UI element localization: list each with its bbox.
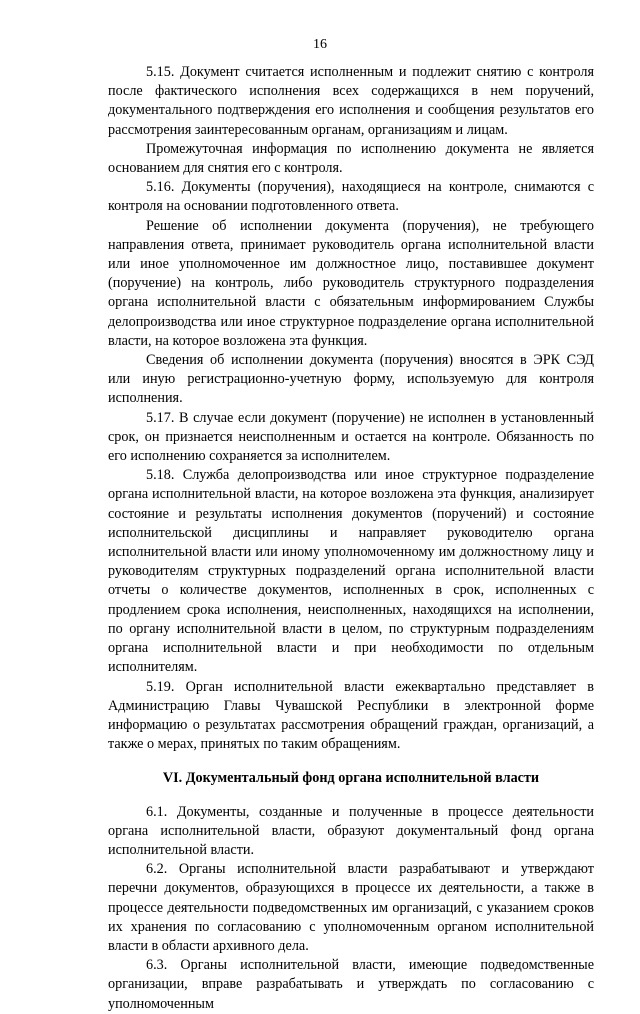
paragraph-5-16: 5.16. Документы (поручения), находящиеся на контроле, снимаются с контроля на основании подготовленного ответа. xyxy=(108,179,594,215)
paragraph-interim-info: Промежуточная информация по исполнению документа не является основанием для снятия его с контроля. xyxy=(108,140,594,177)
paragraph-6-2: 6.2. Органы исполнительной власти разрабатывают и утверждают перечни документов, образующихся в процессе их деятельности, а также в процессе деятельности подведомственных им организаций, с указанием сроков их хранения по согласованию с уполномоченным органом исполнительной власти в области архивного дела. xyxy=(108,861,594,954)
paragraph-6-3: 6.3. Органы исполнительной власти, имеющие подведомственные организации, вправе разрабатывать и утверждать по согласованию с уполномоченным xyxy=(108,957,594,1012)
paragraph-execution-records: Сведения об исполнении документа (поручения) вносятся в ЭРК СЭД или иную регистрационно-учетную форму, используемую для контроля исполнения. xyxy=(108,352,594,407)
page-number: 16 xyxy=(313,37,327,52)
document-body xyxy=(108,63,594,1014)
section-heading: VI. Документальный фонд органа исполнительной власти xyxy=(162,770,540,787)
paragraph-5-17: 5.17. В случае если документ (поручение) не исполнен в установленный срок, он признается неисполненным и остается на контроле. Обязанность по его исполнению сохраняется за исполнителем. xyxy=(108,409,594,465)
paragraph-execution-decision: Решение об исполнении документа (поручения), не требующего направления ответа, принимает руководитель органа исполнительной власти или иное уполномоченное им должностное лицо, поставившее документ (поручение) на контроль, либо руководитель структурного подразделения органа исполнительной власти с обязательным информированием Службы делопроизводства или иное структурное подразделение органа исполнительной власти, на которое возложена эта функция. xyxy=(108,217,594,349)
paragraph-5-15: 5.15. Документ считается исполненным и подлежит снятию с контроля после фактического исполнения всех содержащихся в нем поручений, документального подтверждения его исполнения и сообщения результатов его рассмотрения заинтересованным органам, организациям и лицам. xyxy=(108,64,594,138)
paragraph-5-19: 5.19. Орган исполнительной власти ежеквартально представляет в Администрацию Главы Чувашской Республики в электронной форме информацию о результатах рассмотрения обращений граждан, организаций, а также о мерах, принятых по таким обращениям. xyxy=(108,678,594,753)
paragraph-6-1: 6.1. Документы, созданные и полученные в процессе деятельности органа исполнительной власти, образуют документальный фонд органа исполнительной власти. xyxy=(108,803,594,858)
paragraph-5-18: 5.18. Служба делопроизводства или иное структурное подразделение органа исполнительной власти, на которое возложена эта функция, анализирует состояние и результаты исполнения документов (поручений) и состояние исполнительской дисциплины и направляет руководителю органа исполнительной власти или иному уполномоченному им должностному лицу и руководителям структурных подразделений органа исполнительной власти отчеты о количестве документов, исполненных в срок, исполненных с продлением срока исполнения, неисполненных, находящихся на исполнении, по органу исполнительной власти в целом, по структурным подразделениям органа исполнительной власти и при необходимости по отдельным исполнителям. xyxy=(108,467,594,676)
